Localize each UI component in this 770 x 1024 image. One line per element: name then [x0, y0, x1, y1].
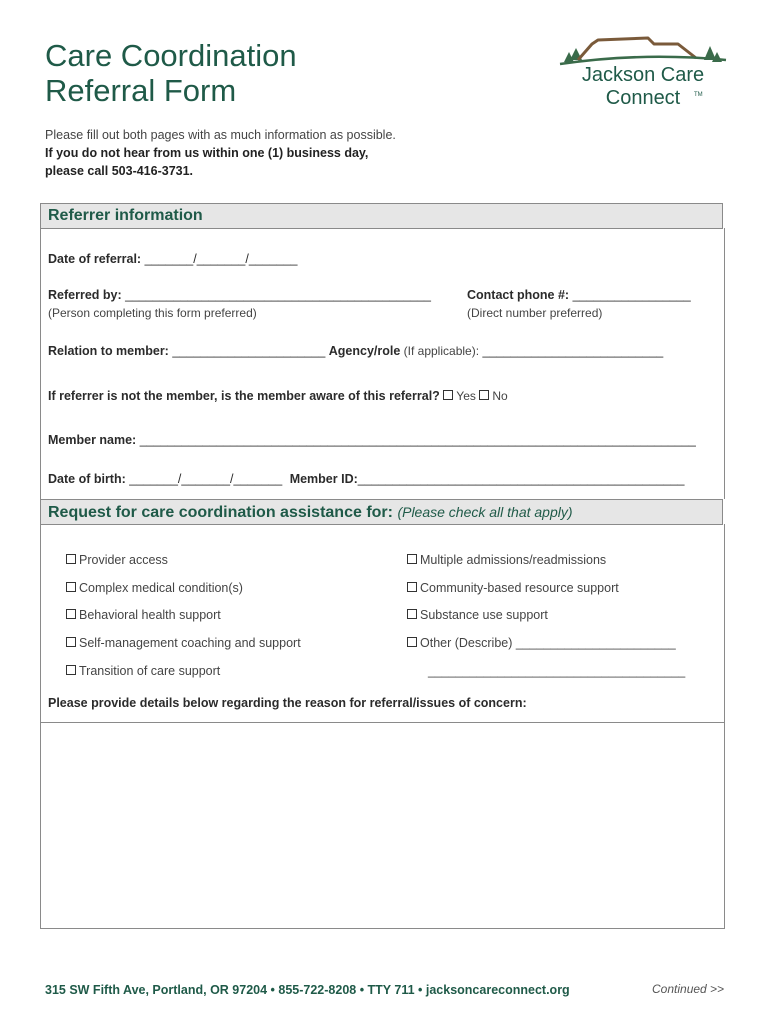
continued-link: Continued >> — [652, 982, 725, 996]
details-textarea[interactable] — [40, 722, 725, 929]
jackson-care-connect-logo — [556, 30, 728, 116]
option-provider-access[interactable]: Provider access — [66, 553, 168, 567]
relation-agency-row: Relation to member: ______________________ Agency/role (If applicable): __________________________ — [48, 344, 664, 358]
referred-by-row: Referred by: ____________________________________________ — [48, 288, 431, 302]
option-complex-medical[interactable]: Complex medical condition(s) — [66, 581, 243, 595]
checkbox[interactable] — [66, 637, 76, 647]
title-line-2: Referral Form — [45, 73, 237, 108]
referred-by-field[interactable]: ____________________________________________ — [121, 288, 431, 302]
page-title — [45, 38, 297, 108]
contact-phone-note: (Direct number preferred) — [467, 306, 603, 320]
checkbox[interactable] — [407, 609, 417, 619]
dob-member-id-row: Date of birth: _______/_______/_______ Member ID:_______________________________________________ — [48, 472, 685, 486]
option-self-management[interactable]: Self-management coaching and support — [66, 636, 301, 650]
checkbox[interactable] — [407, 637, 417, 647]
member-name-field[interactable]: ________________________________________________________________________________ — [136, 433, 696, 447]
option-other[interactable]: Other (Describe) _______________________ — [407, 636, 676, 650]
contact-phone-row: Contact phone #: _________________ — [467, 288, 691, 302]
request-section-header: Request for care coordination assistance for: (Please check all that apply) — [40, 499, 723, 525]
other-describe-field-line-2[interactable]: _____________________________________ — [428, 664, 686, 678]
option-multiple-admissions[interactable]: Multiple admissions/readmissions — [407, 553, 606, 567]
footer-contact: 315 SW Fifth Ave, Portland, OR 97204 • 855-722-8208 • TTY 711 • jacksoncareconnect.org — [45, 983, 570, 997]
date-of-referral-field[interactable]: _______/_______/_______ — [141, 252, 298, 266]
intro-line-1: Please fill out both pages with as much information as possible. — [45, 128, 396, 142]
member-aware-row: If referrer is not the member, is the member aware of this referral? Yes No — [48, 389, 508, 403]
checkbox[interactable] — [66, 554, 76, 564]
relation-field[interactable]: ______________________ — [168, 344, 326, 358]
logo-wordmark: Jackson Care Connect — [581, 64, 705, 109]
contact-phone-field[interactable]: _________________ — [569, 288, 691, 302]
date-of-referral-row: Date of referral: _______/_______/_______ — [48, 252, 298, 266]
intro-line-3: please call 503-416-3731. — [45, 164, 194, 178]
checkbox[interactable] — [66, 665, 76, 675]
option-transition-of-care[interactable]: Transition of care support — [66, 664, 220, 678]
logo-trademark: TM — [694, 92, 703, 98]
checkbox[interactable] — [66, 609, 76, 619]
option-substance-use[interactable]: Substance use support — [407, 608, 548, 622]
option-community-resource[interactable]: Community-based resource support — [407, 581, 619, 595]
checkbox[interactable] — [66, 582, 76, 592]
referrer-section-header: Referrer information — [40, 203, 723, 229]
referred-by-note: (Person completing this form preferred) — [48, 306, 257, 320]
other-describe-field[interactable]: _______________________ — [512, 636, 676, 650]
checkbox[interactable] — [407, 582, 417, 592]
intro-line-2: If you do not hear from us within one (1) business day, — [45, 146, 369, 160]
date-of-birth-field[interactable]: _______/_______/_______ — [125, 472, 283, 486]
checkbox[interactable] — [407, 554, 417, 564]
details-prompt: Please provide details below regarding the reason for referral/issues of concern: — [48, 696, 527, 710]
member-id-field[interactable]: _______________________________________________ — [357, 472, 685, 486]
referrer-section-box — [40, 228, 725, 499]
member-name-row: Member name: ________________________________________________________________________________ — [48, 433, 696, 447]
title-line-1: Care Coordination — [45, 38, 297, 73]
no-checkbox[interactable] — [479, 390, 489, 400]
agency-field[interactable]: __________________________ — [479, 344, 664, 358]
option-behavioral-health[interactable]: Behavioral health support — [66, 608, 221, 622]
yes-checkbox[interactable] — [443, 390, 453, 400]
intro-text — [45, 126, 396, 180]
